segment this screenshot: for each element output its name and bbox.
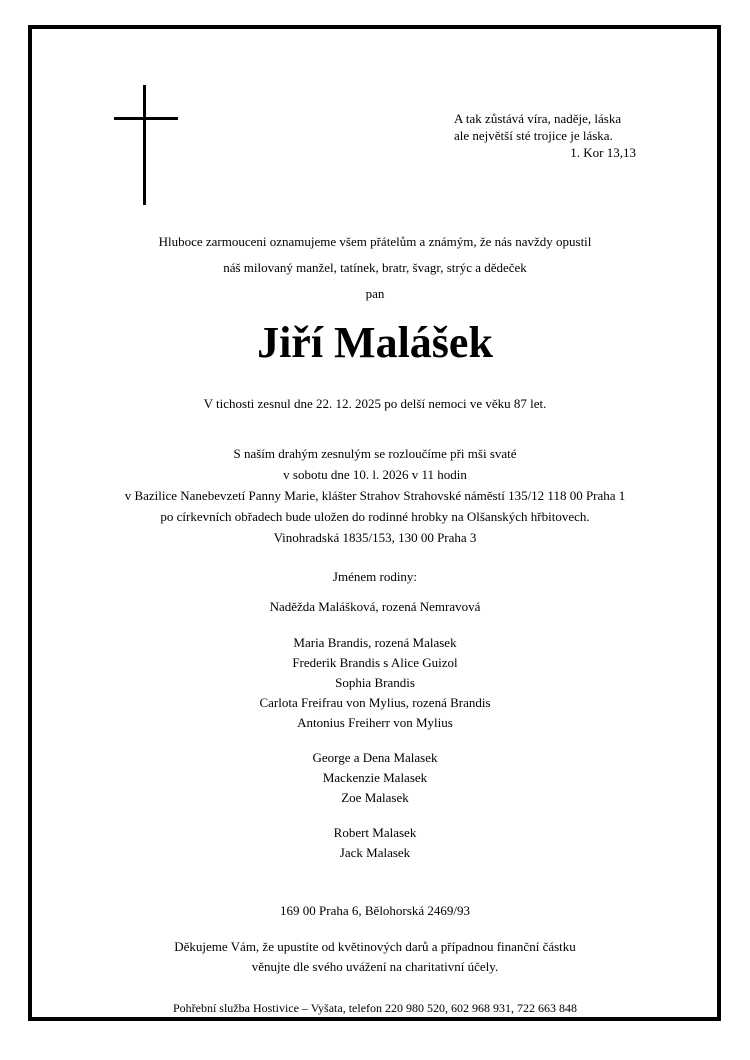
family-member: Mackenzie Malasek bbox=[322, 770, 428, 785]
family-label: Jménem rodiny: bbox=[332, 569, 418, 584]
thanks-note bbox=[0, 937, 750, 977]
death-notice: V tichosti zesnul dne 22. 12. 2025 po delší nemoci ve věku 87 let. bbox=[203, 396, 547, 411]
ceremony-line: po církevních obřadech bude uložen do rodinné hrobky na Olšanských hřbitovech. bbox=[160, 509, 590, 524]
family-address: 169 00 Praha 6, Bělohorská 2469/93 bbox=[280, 903, 470, 918]
intro-line: náš milovaný manžel, tatínek, bratr, švagr, strýc a dědeček bbox=[223, 260, 527, 275]
ceremony-line: v Bazilice Nanebevzetí Panny Marie, klášter Strahov Strahovské náměstí 135/12 118 00 Praha 1 bbox=[124, 488, 626, 503]
family-group bbox=[0, 823, 750, 863]
announcement-intro bbox=[0, 229, 750, 307]
quote-line: A tak zůstává víra, naděje, láska bbox=[454, 111, 622, 126]
family-member: Zoe Malasek bbox=[341, 790, 409, 805]
family-member: Frederik Brandis s Alice Guizol bbox=[292, 655, 458, 670]
quote-line: ale největší sté trojice je láska. bbox=[454, 128, 613, 143]
family-member: Carlota Freifrau von Mylius, rozená Brandis bbox=[259, 695, 491, 710]
deceased-name: Jiří Malášek bbox=[257, 318, 493, 367]
bible-quote bbox=[454, 110, 636, 161]
intro-line: Hluboce zarmouceni oznamujeme všem přátelům a známým, že nás navždy opustil bbox=[158, 234, 592, 249]
family-member: Sophia Brandis bbox=[335, 675, 415, 690]
family-member: Jack Malasek bbox=[339, 845, 411, 860]
family-member: Maria Brandis, rozená Malasek bbox=[293, 635, 457, 650]
ceremony-info bbox=[0, 443, 750, 548]
intro-line: pan bbox=[365, 286, 385, 301]
ceremony-line: v sobotu dne 10. l. 2026 v 11 hodin bbox=[283, 467, 467, 482]
funeral-service-footer: Pohřební služba Hostivice – Vyšata, telefon 220 980 520, 602 968 931, 722 663 848 bbox=[172, 1001, 578, 1015]
family-group bbox=[0, 748, 750, 808]
thanks-line: věnujte dle svého uvážení na charitativní účely. bbox=[251, 959, 499, 974]
ceremony-line: Vinohradská 1835/153, 130 00 Praha 3 bbox=[273, 530, 477, 545]
family-member: George a Dena Malasek bbox=[312, 750, 438, 765]
family-group bbox=[0, 633, 750, 733]
ceremony-line: S naším drahým zesnulým se rozloučíme při mši svaté bbox=[233, 446, 517, 461]
family-group bbox=[0, 598, 750, 616]
cross-icon bbox=[114, 85, 178, 205]
family-member: Naděžda Malášková, rozená Nemravová bbox=[269, 599, 481, 614]
quote-reference: 1. Kor 13,13 bbox=[570, 145, 636, 160]
thanks-line: Děkujeme Vám, že upustíte od květinových darů a případnou finanční částku bbox=[174, 939, 576, 954]
family-member: Robert Malasek bbox=[333, 825, 417, 840]
family-member: Antonius Freiherr von Mylius bbox=[297, 715, 453, 730]
